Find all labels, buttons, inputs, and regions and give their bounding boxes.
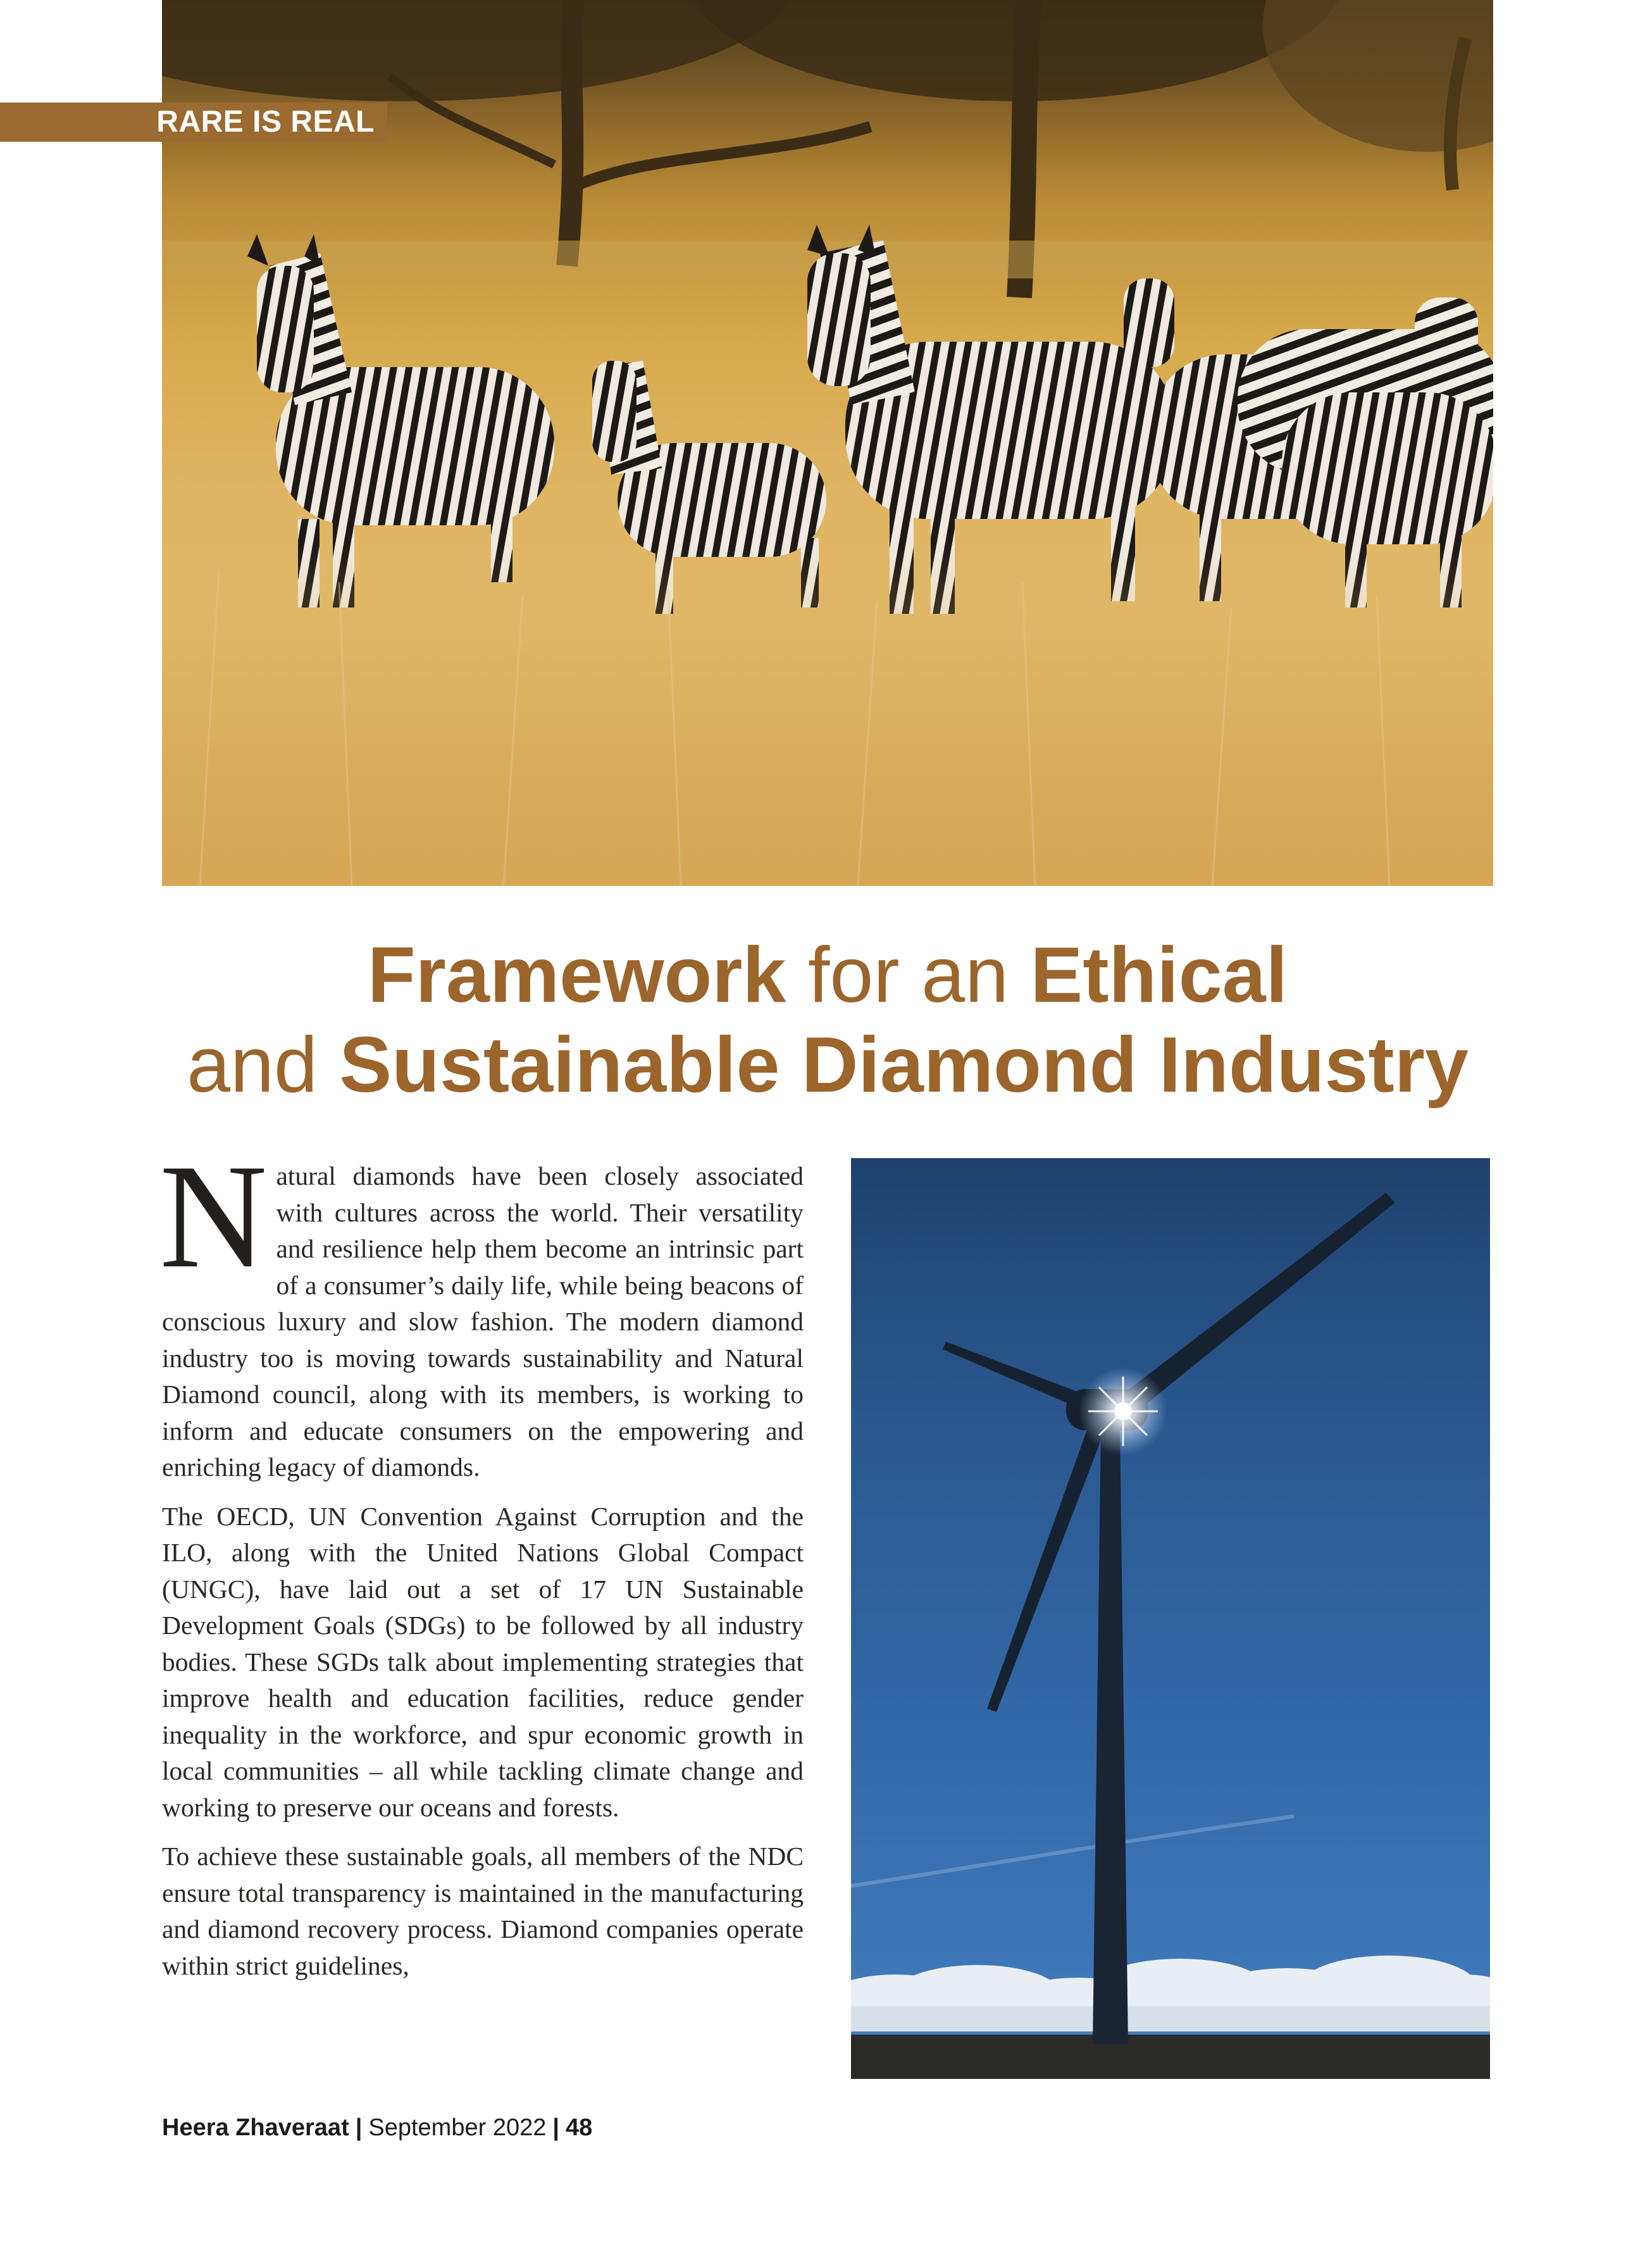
body-paragraph-3: To achieve these sustainable goals, all members of the NDC ensure total transparency is maintained in the manufacturing and diamond recovery process. Diamond companies operate within strict guidelines,	[162, 1842, 804, 1980]
body-paragraph-1-text: atural diamonds have been closely associated with cultures across the world. Their versatility and resilience help them become an intrinsic part of a consumer’s daily life, while being beacons of conscious luxury and slow fashion. The modern diamond industry too is moving towards sustainability and Natural Diamond council, along with its members, is working to inform and educate consumers on the empowering and enriching legacy of diamonds.	[162, 1161, 804, 1482]
section-tag-label: RARE IS REAL	[156, 105, 375, 139]
body-paragraph-1	[159, 1134, 804, 1486]
footer-separator-1: |	[355, 2114, 363, 2141]
headline-words-sustainable-diamond-industry: Sustainable Diamond Industry	[339, 1021, 1469, 1109]
section-tag-banner	[0, 103, 387, 142]
article-body	[159, 1134, 804, 1997]
body-paragraph-2: The OECD, UN Convention Against Corruption and the ILO, along with the United Nations Global Compact (UNGC), have laid out a set of 17 UN Sustainable Development Goals (SDGs) to be followed by all industry bodies. These SGDs talk about implementing strategies that improve health and education facilities, reduce gender inequality in the workforce, and spur economic growth in local communities – all while tackling climate change and working to preserve our oceans and forests.	[162, 1501, 804, 1822]
wind-turbine-illustration	[851, 1158, 1490, 2079]
footer-separator-2: |	[552, 2114, 559, 2141]
headline-line-2	[162, 1020, 1493, 1110]
headline-words-for-an: for an	[786, 932, 1031, 1019]
footer-date: September 2022	[368, 2114, 547, 2141]
footer-page-number: 48	[566, 2114, 593, 2141]
headline-word-framework: Framework	[367, 932, 786, 1019]
page-footer	[162, 2112, 592, 2143]
headline-line-1	[162, 930, 1493, 1020]
article-headline	[162, 930, 1493, 1110]
headline-word-and: and	[187, 1021, 340, 1109]
headline-word-ethical: Ethical	[1030, 932, 1288, 1019]
wind-turbine-photo	[851, 1158, 1490, 2079]
drop-cap: N	[159, 1134, 268, 1299]
footer-publication: Heera Zhaveraat	[162, 2114, 349, 2141]
